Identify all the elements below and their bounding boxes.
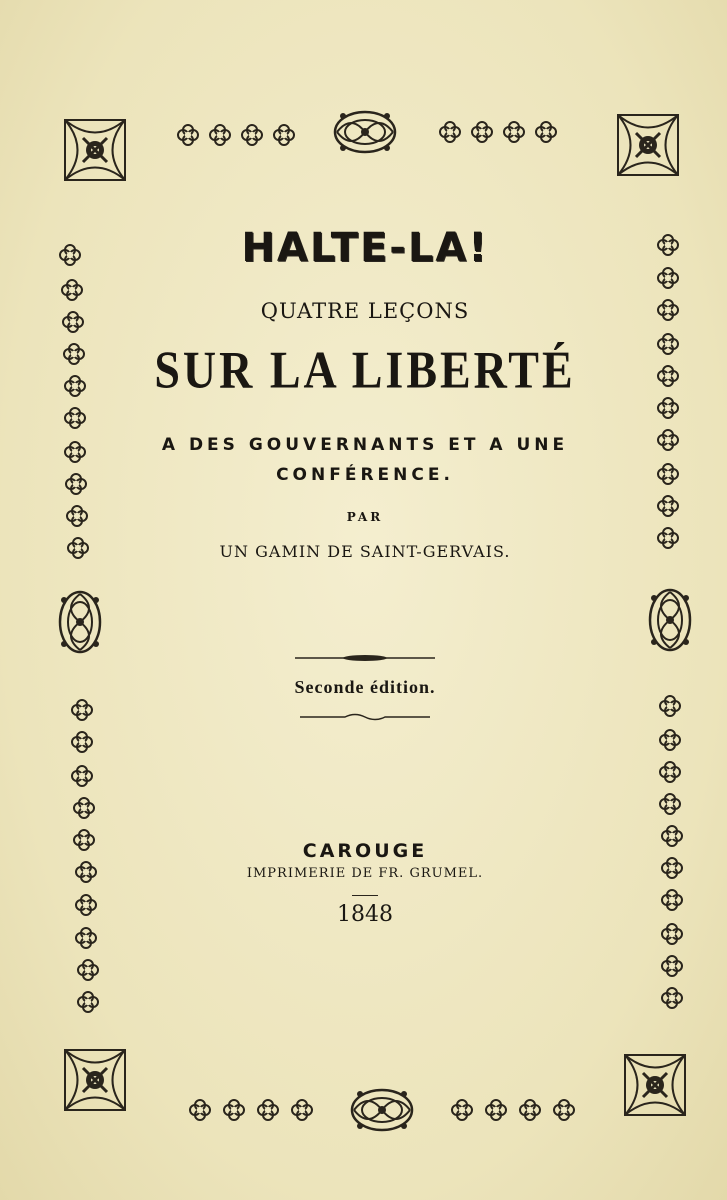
border-right-column	[650, 235, 690, 1008]
book-title: HALTE-LA!	[241, 225, 489, 271]
author: UN GAMIN DE SAINT-GERVAIS.	[219, 542, 511, 561]
divider-bottom	[300, 712, 430, 722]
small-divider	[352, 895, 378, 896]
dedication	[80, 430, 650, 490]
dedication-line-1: A DES GOUVERNANTS ET A UNE	[161, 435, 569, 455]
printer: IMPRIMERIE DE FR. GRUMEL.	[246, 866, 484, 881]
by-line: PAR	[346, 510, 384, 524]
edition: Seconde édition.	[294, 677, 436, 697]
border-bottom-row	[190, 1090, 574, 1130]
title-block	[110, 215, 620, 927]
main-heading: SUR LA LIBERTÉ	[154, 340, 576, 399]
border-left-column	[60, 245, 100, 1012]
year: 1848	[337, 902, 393, 927]
border-top-row	[178, 112, 556, 152]
book-subtitle: QUATRE LEÇONS	[260, 299, 470, 323]
dedication-line-2: CONFÉRENCE.	[276, 465, 454, 485]
city: CAROUGE	[302, 840, 428, 862]
divider-top	[295, 653, 435, 663]
